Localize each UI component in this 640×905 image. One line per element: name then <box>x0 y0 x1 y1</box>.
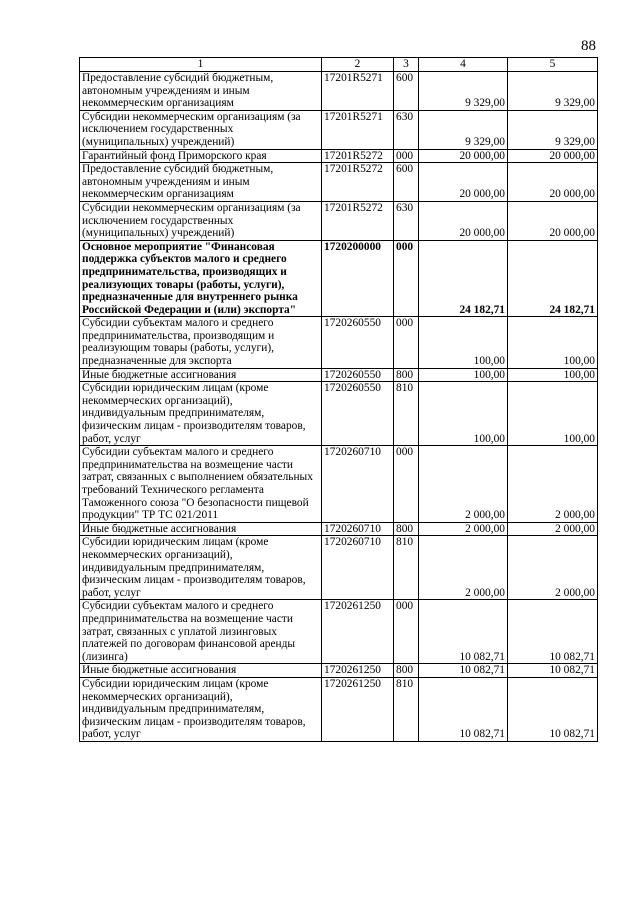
row-value-col4-cell: 100,00 <box>419 317 508 368</box>
row-name-cell: Субсидии субъектам малого и среднего предпринимательства на возмещение части затрат, связанных с выполнением обязательных требований Технического регламента Таможенного союза "О безопасности пищевой продукции" ТР ТС 021/2011 <box>80 446 322 523</box>
table-row <box>80 536 598 600</box>
row-name-cell: Субсидии некоммерческим организациям (за исключением государственных (муниципальных) учреждений) <box>80 201 322 240</box>
row-value-col4-cell: 2 000,00 <box>419 536 508 600</box>
row-expense-type-cell: 000 <box>394 446 419 523</box>
row-value-col5-cell: 10 082,71 <box>508 677 598 741</box>
row-value-col5-cell: 24 182,71 <box>508 240 598 317</box>
table-row <box>80 163 598 202</box>
table-row <box>80 664 598 678</box>
row-code-cell: 17201R5271 <box>322 110 394 149</box>
row-value-col5-cell: 10 082,71 <box>508 600 598 664</box>
row-expense-type-cell: 000 <box>394 149 419 163</box>
row-code-cell: 1720260710 <box>322 536 394 600</box>
row-name-cell: Субсидии субъектам малого и среднего предпринимательства, производящим и реализующим товары (работы, услуги), предназначенные для экспорта <box>80 317 322 368</box>
column-number: 2 <box>322 58 394 72</box>
row-name-cell: Субсидии юридическим лицам (кроме некоммерческих организаций), индивидуальным предпринимателям, физическим лицам - производителям товаров, работ, услуг <box>80 536 322 600</box>
row-value-col4-cell: 10 082,71 <box>419 677 508 741</box>
row-value-col4-cell: 9 329,00 <box>419 72 508 111</box>
row-name-cell: Субсидии юридическим лицам (кроме некоммерческих организаций), индивидуальным предпринимателям, физическим лицам - производителям товаров, работ, услуг <box>80 677 322 741</box>
column-number: 5 <box>508 58 598 72</box>
row-value-col5-cell: 9 329,00 <box>508 110 598 149</box>
row-expense-type-cell: 600 <box>394 72 419 111</box>
table-row <box>80 382 598 446</box>
row-code-cell: 17201R5272 <box>322 149 394 163</box>
column-number: 4 <box>419 58 508 72</box>
table-row <box>80 446 598 523</box>
row-expense-type-cell: 630 <box>394 201 419 240</box>
row-value-col5-cell: 20 000,00 <box>508 163 598 202</box>
row-value-col5-cell: 2 000,00 <box>508 446 598 523</box>
table-row <box>80 368 598 382</box>
row-value-col4-cell: 20 000,00 <box>419 163 508 202</box>
row-name-cell: Иные бюджетные ассигнования <box>80 522 322 536</box>
row-name-cell: Иные бюджетные ассигнования <box>80 664 322 678</box>
row-name-cell: Субсидии субъектам малого и среднего предпринимательства на возмещение части затрат, связанных с уплатой лизинговых платежей по договорам финансовой аренды (лизинга) <box>80 600 322 664</box>
row-code-cell: 1720260710 <box>322 522 394 536</box>
row-code-cell: 1720260550 <box>322 382 394 446</box>
row-code-cell: 17201R5272 <box>322 163 394 202</box>
page-number: 88 <box>581 38 596 54</box>
row-code-cell: 1720200000 <box>322 240 394 317</box>
row-value-col5-cell: 100,00 <box>508 368 598 382</box>
row-expense-type-cell: 810 <box>394 677 419 741</box>
row-value-col5-cell: 2 000,00 <box>508 522 598 536</box>
row-expense-type-cell: 800 <box>394 664 419 678</box>
row-expense-type-cell: 800 <box>394 522 419 536</box>
row-code-cell: 17201R5271 <box>322 72 394 111</box>
row-name-cell: Основное мероприятие "Финансовая поддержка субъектов малого и среднего предпринимательства, производящих и реализующих товары (работы, услуги), предназначенные для внутреннего рынка Российской Федерации и (или) экспорта" <box>80 240 322 317</box>
row-code-cell: 1720260710 <box>322 446 394 523</box>
row-value-col4-cell: 9 329,00 <box>419 110 508 149</box>
row-name-cell: Субсидии юридическим лицам (кроме некоммерческих организаций), индивидуальным предпринимателям, физическим лицам - производителям товаров, работ, услуг <box>80 382 322 446</box>
column-number-row <box>80 58 598 72</box>
row-name-cell: Иные бюджетные ассигнования <box>80 368 322 382</box>
row-value-col4-cell: 100,00 <box>419 368 508 382</box>
row-value-col5-cell: 100,00 <box>508 317 598 368</box>
row-name-cell: Предоставление субсидий бюджетным, автономным учреждениям и иным некоммерческим организациям <box>80 72 322 111</box>
row-expense-type-cell: 810 <box>394 536 419 600</box>
budget-table <box>79 57 598 742</box>
row-value-col4-cell: 20 000,00 <box>419 201 508 240</box>
row-code-cell: 1720261250 <box>322 677 394 741</box>
row-value-col5-cell: 20 000,00 <box>508 149 598 163</box>
row-code-cell: 17201R5272 <box>322 201 394 240</box>
row-value-col5-cell: 9 329,00 <box>508 72 598 111</box>
row-value-col4-cell: 10 082,71 <box>419 664 508 678</box>
row-name-cell: Гарантийный фонд Приморского края <box>80 149 322 163</box>
row-expense-type-cell: 630 <box>394 110 419 149</box>
column-number: 1 <box>80 58 322 72</box>
row-expense-type-cell: 000 <box>394 317 419 368</box>
table-row <box>80 522 598 536</box>
row-expense-type-cell: 000 <box>394 600 419 664</box>
table-row <box>80 677 598 741</box>
table-row <box>80 240 598 317</box>
row-value-col5-cell: 100,00 <box>508 382 598 446</box>
table-row <box>80 600 598 664</box>
row-expense-type-cell: 000 <box>394 240 419 317</box>
row-expense-type-cell: 600 <box>394 163 419 202</box>
row-name-cell: Субсидии некоммерческим организациям (за исключением государственных (муниципальных) учреждений) <box>80 110 322 149</box>
row-expense-type-cell: 810 <box>394 382 419 446</box>
row-code-cell: 1720261250 <box>322 664 394 678</box>
row-value-col4-cell: 2 000,00 <box>419 446 508 523</box>
row-value-col5-cell: 20 000,00 <box>508 201 598 240</box>
row-value-col4-cell: 2 000,00 <box>419 522 508 536</box>
row-value-col4-cell: 100,00 <box>419 382 508 446</box>
row-code-cell: 1720260550 <box>322 317 394 368</box>
row-value-col4-cell: 20 000,00 <box>419 149 508 163</box>
table-row <box>80 72 598 111</box>
row-value-col4-cell: 10 082,71 <box>419 600 508 664</box>
table-row <box>80 110 598 149</box>
row-code-cell: 1720261250 <box>322 600 394 664</box>
row-expense-type-cell: 800 <box>394 368 419 382</box>
row-name-cell: Предоставление субсидий бюджетным, автономным учреждениям и иным некоммерческим организациям <box>80 163 322 202</box>
row-value-col5-cell: 2 000,00 <box>508 536 598 600</box>
table-row <box>80 149 598 163</box>
table-row <box>80 201 598 240</box>
row-value-col4-cell: 24 182,71 <box>419 240 508 317</box>
row-value-col5-cell: 10 082,71 <box>508 664 598 678</box>
column-number: 3 <box>394 58 419 72</box>
table-row <box>80 317 598 368</box>
row-code-cell: 1720260550 <box>322 368 394 382</box>
